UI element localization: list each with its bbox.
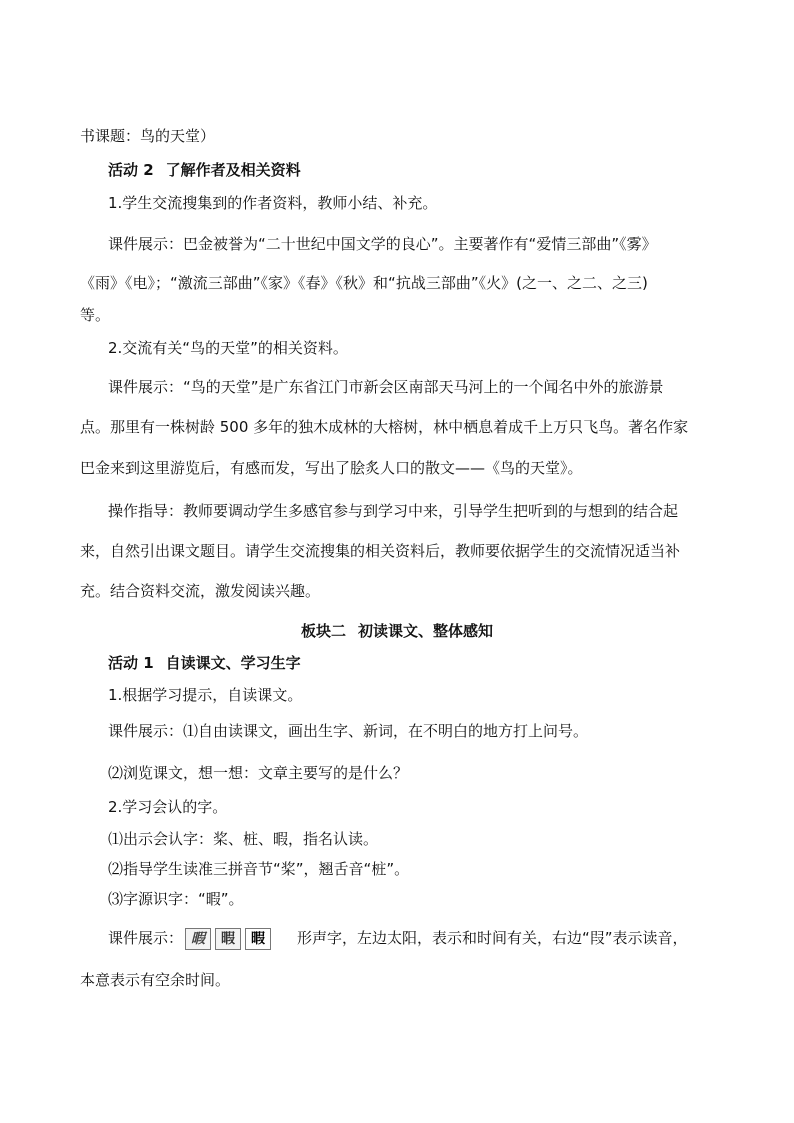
text-line: ⑴出示会认字：桨、桩、暇，指名认读。 [108,830,379,848]
text-line: 本意表示有空余时间。 [80,971,231,989]
text-line: 充。结合资料交流，激发阅读兴趣。 [80,582,321,600]
activity-title: 自读课文、学习生字 [165,654,301,672]
ancient-script-glyph: 暇 [185,928,211,950]
text-line: 1.根据学习提示，自读课文。 [108,686,303,704]
text-line-with-glyphs [108,927,724,950]
section-label: 板块二 [300,622,346,640]
text-line: 书课题：鸟的天堂） [80,127,216,145]
text-line: ⑵指导学生读准三拼音节“桨”，翘舌音“桩”。 [108,860,410,878]
character-evolution-images [185,928,271,950]
text-line: ⑵浏览课文，想一想：文章主要写的是什么？ [108,764,409,782]
activity-heading [108,159,724,181]
courseware-label: 课件展示： [108,929,184,947]
text-line: ⑶字源识字：“暇”。 [108,890,244,908]
text-line: 点。那里有一株树龄 500 多年的独木成林的大榕树，林中栖息着成千上万只飞鸟。著名作家 [80,418,689,436]
activity-heading [108,652,724,674]
activity-label: 活动 1 [108,654,154,672]
text-line: 巴金来到这里游览后，有感而发，写出了脍炙人口的散文——《鸟的天堂》。 [80,459,583,477]
activity-title: 了解作者及相关资料 [165,161,301,179]
text-line: 课件展示：⑴自由读课文，画出生字、新词，在不明白的地方打上问号。 [108,722,589,740]
section-title: 初读课文、整体感知 [358,622,494,640]
text-line: 课件展示：“鸟的天堂”是广东省江门市新会区南部天马河上的一个闻名中外的旅游景 [108,378,664,396]
glyph-explanation: 形声字，左边太阳，表示和时间有关，右边“叚”表示读音， [297,929,688,947]
text-line: 操作指导：教师要调动学生多感官参与到学习中来，引导学生把听到的与想到的结合起 [108,502,679,520]
text-line: 课件展示：巴金被誉为“二十世纪中国文学的良心”。主要著作有“爱情三部曲”《雾》 [108,235,657,253]
seal-script-glyph: 暇 [215,928,241,950]
text-line: 2.交流有关“鸟的天堂”的相关资料。 [108,339,348,357]
text-line: 2.学习会认的字。 [108,798,228,816]
activity-label: 活动 2 [108,161,154,179]
text-line: 来，自然引出课文题目。请学生交流搜集的相关资料后，教师要依据学生的交流情况适当补 [80,542,681,560]
text-line: 《雨》《电》；“激流三部曲”《家》《春》《秋》和“抗战三部曲”《火》(之一、之二、之三) [80,274,648,292]
section-heading [0,620,794,642]
regular-script-glyph: 暇 [245,928,271,950]
text-line: 等。 [80,306,111,324]
text-line: 1.学生交流搜集到的作者资料，教师小结、补充。 [108,194,438,212]
